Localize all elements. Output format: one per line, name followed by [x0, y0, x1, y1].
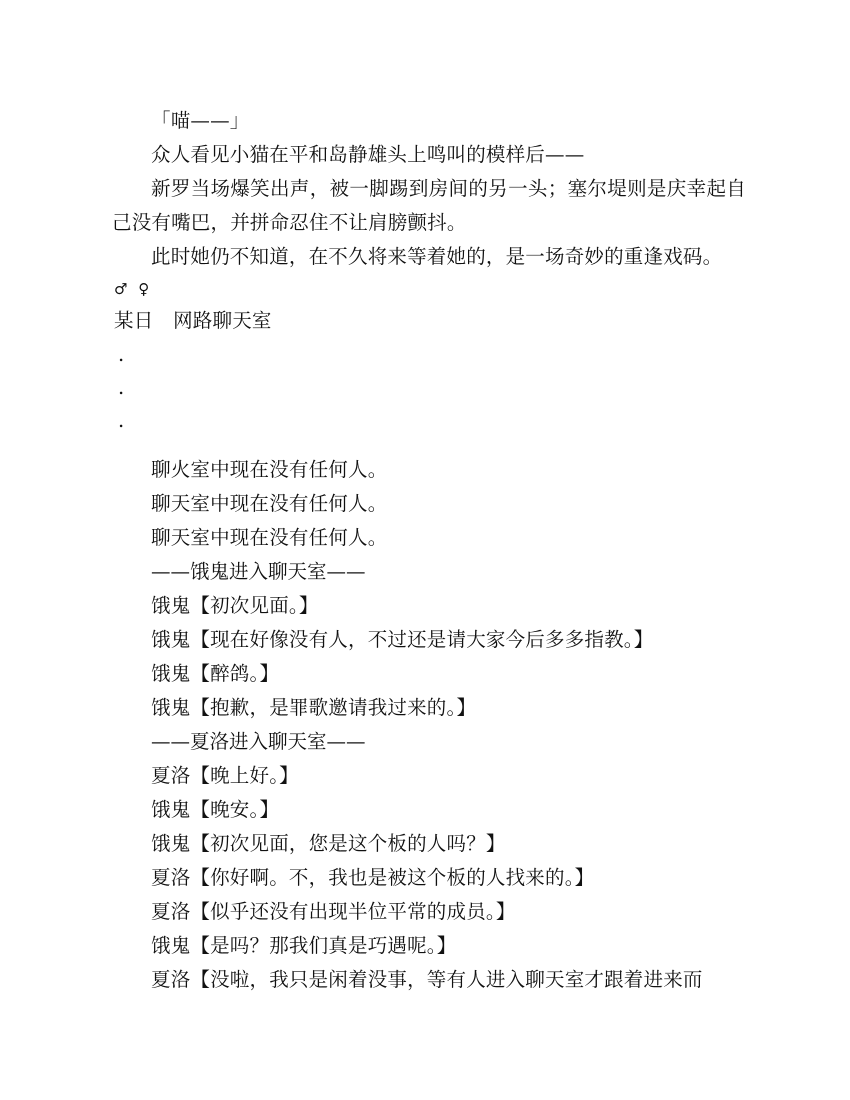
chat-message-xialuo-3: 夏洛【似乎还没有出现半位平常的成员。】 [151, 900, 516, 923]
ellipsis-dot-2: . [118, 376, 125, 399]
chat-empty-notice-2: 聊天室中现在没有任何人。 [151, 492, 388, 515]
chat-event-join-xialuo: ——夏洛进入聊天室—— [151, 730, 366, 753]
page-text-block [112, 104, 746, 997]
chat-message-egui-6: 饿鬼【初次见面，您是这个板的人吗？】 [151, 832, 506, 855]
chat-message-xialuo-2: 夏洛【你好啊。不，我也是被这个板的人找来的。】 [151, 866, 595, 889]
chat-empty-notice-3: 聊天室中现在没有任何人。 [151, 526, 388, 549]
chat-message-egui-5: 饿鬼【晚安。】 [151, 798, 280, 821]
chat-message-egui-3: 饿鬼【醉鸽。】 [151, 662, 280, 685]
narrative-paragraph-cat-on-head: 众人看见小猫在平和岛静雄头上鸣叫的模样后—— [151, 143, 585, 166]
chat-message-egui-7: 饿鬼【是吗？那我们真是巧遇呢。】 [151, 934, 457, 957]
ellipsis-dot-1: . [118, 343, 125, 366]
chat-empty-notice-1: 聊火室中现在没有任何人。 [151, 458, 388, 481]
gender-symbols-marker: ♂ ♀ [114, 280, 153, 298]
chat-event-join-egui: ——饿鬼进入聊天室—— [151, 560, 366, 583]
narrative-paragraph-shinra-laugh: 新罗当场爆笑出声，被一脚踢到房间的另一头；塞尔堤则是庆幸起自己没有嘴巴，并拼命忍住不让肩膀颤抖。 [112, 177, 746, 234]
narrative-paragraph-meow: 「喵——」 [151, 109, 250, 132]
scene-heading: 某日 网路聊天室 [114, 309, 272, 332]
chat-message-xialuo-4: 夏洛【没啦，我只是闲着没事，等有人进入聊天室才跟着进来而 [151, 968, 703, 991]
chat-message-egui-2: 饿鬼【现在好像没有人，不过还是请大家今后多多指教。】 [151, 628, 654, 651]
chat-message-egui-1: 饿鬼【初次见面。】 [151, 594, 319, 617]
chat-message-xialuo-1: 夏洛【晚上好。】 [151, 764, 299, 787]
narrative-paragraph-she-does-not-know: 此时她仍不知道，在不久将来等着她的，是一场奇妙的重逢戏码。 [151, 245, 723, 268]
chat-message-egui-4: 饿鬼【抱歉，是罪歌邀请我过来的。】 [151, 696, 477, 719]
ellipsis-dot-3: . [118, 409, 125, 432]
